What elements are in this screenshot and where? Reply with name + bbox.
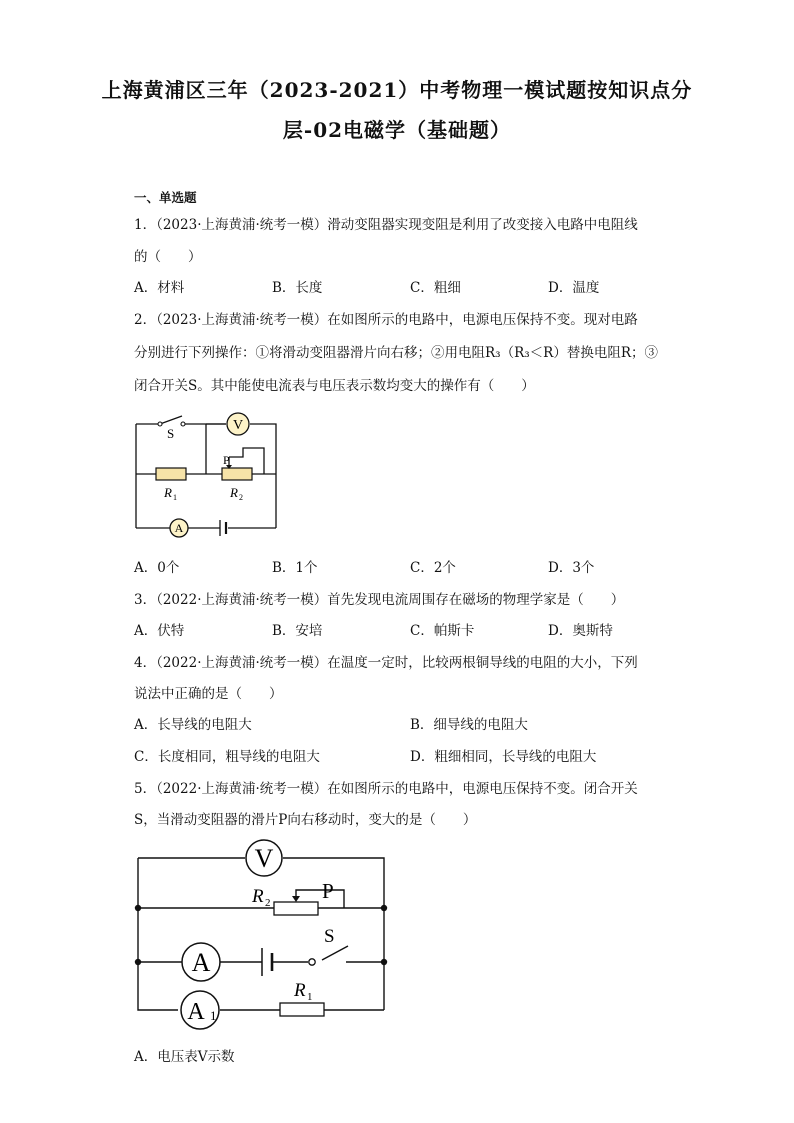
q5-r1-label: R [294, 980, 306, 1001]
page-title: 上海黄浦区三年（2023-2021）中考物理一模试题按知识点分 [101, 78, 693, 102]
q2-option-b[interactable]: B．1个 [272, 560, 318, 576]
q5-voltmeter-label: V [254, 844, 274, 873]
q3-stem-line1: 3．（2022·上海黄浦·统考一模）首先发现电流周围存在磁场的物理学家是（ ） [134, 592, 625, 608]
q2-r2-label: R [230, 485, 238, 500]
q2-slider-label: P [223, 453, 230, 467]
q2-circuit-diagram [130, 408, 290, 543]
q5-switch-label: S [324, 926, 335, 947]
q5-junction-dot [135, 905, 141, 911]
q1-option-c[interactable]: C．粗细 [410, 280, 461, 296]
q2-stem-line1: 2．（2023·上海黄浦·统考一模）在如图所示的电路中，电源电压保持不变。现对电路 [134, 312, 638, 328]
q3-option-a[interactable]: A．伏特 [134, 623, 185, 639]
q3-option-d[interactable]: D．奥斯特 [548, 623, 613, 639]
q2-switch-contact [158, 422, 162, 426]
q5-r2-subscript: 2 [265, 897, 271, 909]
q5-r2-label: R [252, 886, 264, 907]
q5-wire-left [138, 858, 178, 1010]
q4-stem-line1: 4．（2022·上海黄浦·统考一模）在温度一定时，比较两根铜导线的电阻的大小，下列 [134, 655, 638, 671]
q2-voltmeter-label: V [232, 418, 244, 433]
q5-slider-label: P [322, 879, 334, 903]
q2-option-d[interactable]: D．3个 [548, 560, 595, 576]
q2-r1-label: R [164, 485, 172, 500]
q5-stem-line1: 5．（2022·上海黄浦·统考一模）在如图所示的电路中，电源电压保持不变。闭合开关 [134, 781, 638, 797]
q4-stem-line2: 说法中正确的是（ ） [134, 686, 283, 702]
q5-stem-line2: S，当滑动变阻器的滑片P向右移动时，变大的是（ ） [134, 812, 477, 828]
q5-ammeter-label: A [191, 948, 211, 977]
q5-resistor-r2 [274, 902, 318, 915]
q1-option-b[interactable]: B．长度 [272, 280, 323, 296]
q2-stem-line3: 闭合开关S。其中能使电流表与电压表示数均变大的操作有（ ） [134, 378, 535, 394]
q2-stem-line2: 分别进行下列操作：①将滑动变阻器滑片向右移；②用电阻R₃（R₃＜R）替换电阻R；③ [134, 345, 658, 361]
q5-resistor-r1 [280, 1003, 324, 1016]
q5-junction-dot [135, 959, 141, 965]
q4-option-d[interactable]: D．粗细相同，长导线的电阻大 [410, 749, 597, 765]
q5-ammeter1-subscript: 1 [210, 1008, 217, 1023]
q2-wire-right [250, 424, 276, 528]
q2-resistor-r1 [156, 468, 186, 480]
q4-option-b[interactable]: B．细导线的电阻大 [410, 717, 528, 733]
q5-switch-contact [309, 959, 315, 965]
q2-option-c[interactable]: C．2个 [410, 560, 456, 576]
q2-ammeter-label: A [174, 521, 184, 535]
q5-junction-dot [381, 905, 387, 911]
q2-resistor-r2 [222, 468, 252, 480]
q2-r2-subscript: 2 [239, 493, 243, 502]
q2-switch-label: S [167, 426, 175, 441]
q5-r1-subscript: 1 [307, 991, 313, 1003]
q4-option-c[interactable]: C．长度相同，粗导线的电阻大 [134, 749, 320, 765]
q5-slider-arrow-icon [292, 896, 300, 902]
q2-switch-blade [160, 416, 182, 424]
q5-circuit-diagram [132, 836, 394, 1032]
q5-switch-blade [322, 946, 348, 960]
q3-option-c[interactable]: C．帕斯卡 [410, 623, 475, 639]
q1-option-d[interactable]: D．温度 [548, 280, 600, 296]
q1-stem-line1: 1．（2023·上海黄浦·统考一模）滑动变阻器实现变阻是利用了改变接入电路中电阻线 [134, 217, 638, 233]
q5-junction-dot [381, 959, 387, 965]
q2-r1-subscript: 1 [173, 493, 177, 502]
q4-option-a[interactable]: A．长导线的电阻大 [134, 717, 252, 733]
q3-option-b[interactable]: B．安培 [272, 623, 323, 639]
q5-ammeter1-label: A [187, 999, 205, 1025]
q1-option-a[interactable]: A．材料 [134, 280, 185, 296]
section-heading: 一、单选题 [134, 190, 197, 205]
q5-option-a[interactable]: A．电压表V示数 [134, 1049, 235, 1065]
page-title-line2: 层-02电磁学（基础题） [282, 118, 512, 142]
q1-stem-line2: 的（ ） [134, 249, 202, 265]
q2-option-a[interactable]: A．0个 [134, 560, 180, 576]
